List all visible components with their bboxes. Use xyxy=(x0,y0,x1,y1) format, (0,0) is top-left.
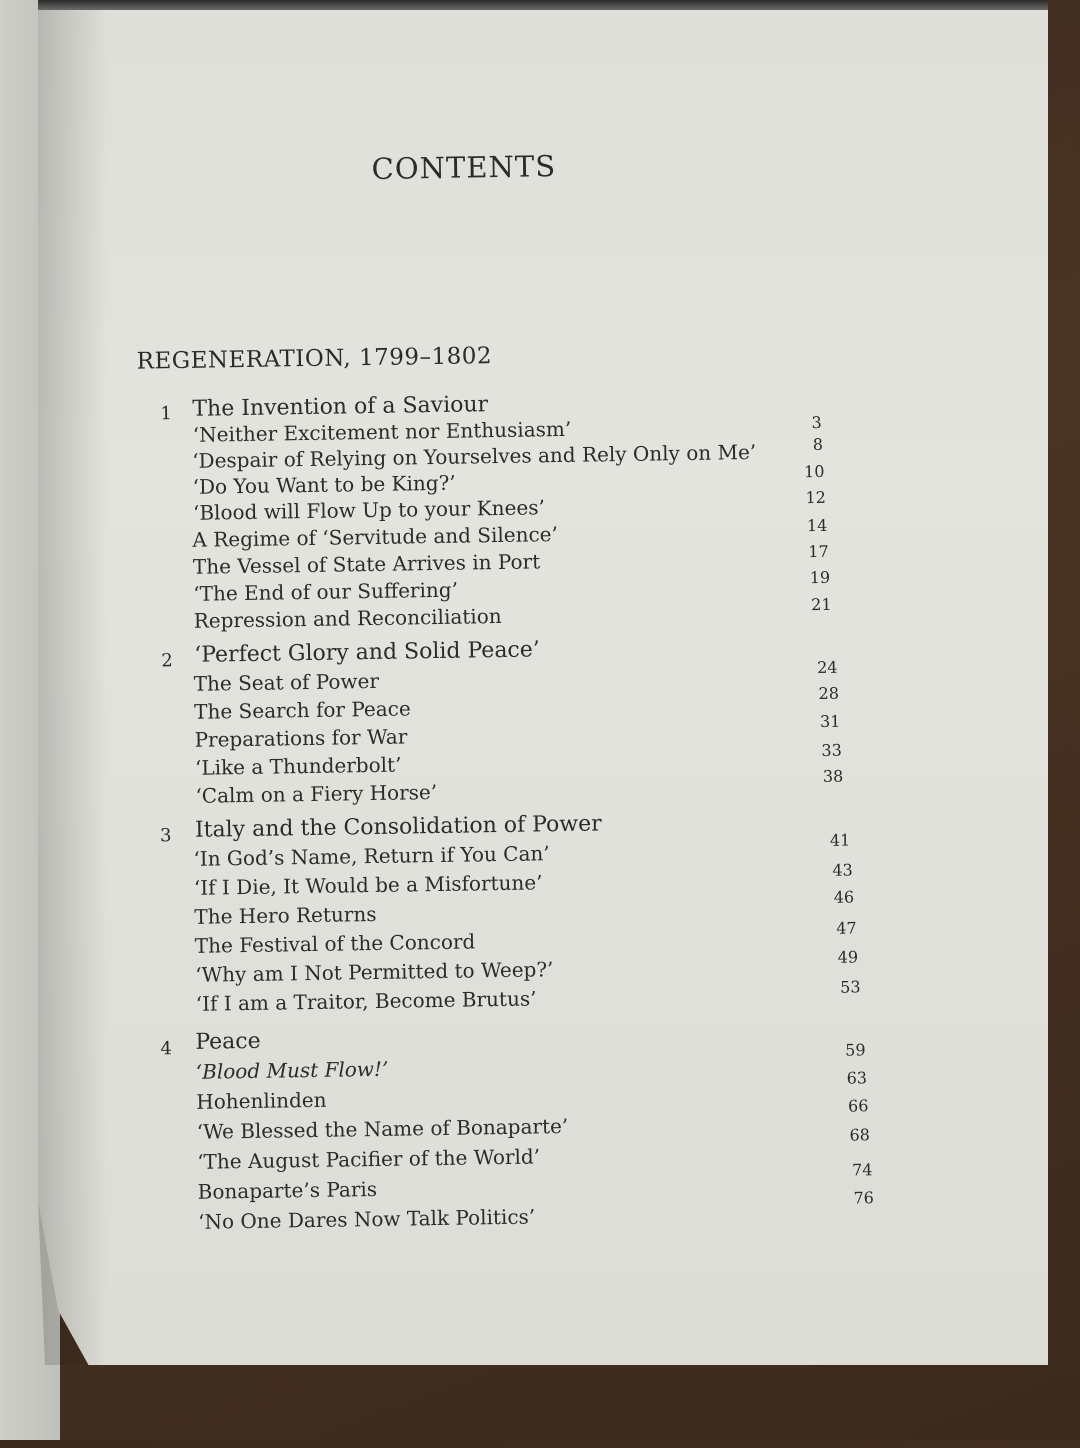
section-title: ‘Why am I Not Permitted to Weep?’ xyxy=(195,957,554,987)
section-title: ‘If I am a Traitor, Become Brutus’ xyxy=(195,986,537,1016)
section-title: ‘Calm on a Fiery Horse’ xyxy=(195,780,438,808)
section-title: ‘Blood Must Flow!’ xyxy=(195,1056,389,1084)
section-title: ‘Despair of Relying on Yourselves and Rely Only on Me’ xyxy=(192,439,757,473)
page-number: 28 xyxy=(818,683,840,703)
page-number: 53 xyxy=(840,977,861,997)
page-number: 43 xyxy=(832,860,853,880)
page-number: 59 xyxy=(845,1040,866,1060)
part-heading: REGENERATION, 1799–1802 xyxy=(136,343,493,375)
page-number: 3 xyxy=(811,412,822,433)
page-number: 41 xyxy=(829,830,851,850)
section-title: ‘The End of our Suffering’ xyxy=(193,577,459,606)
section-title: ‘No One Dares Now Talk Politics’ xyxy=(197,1204,536,1234)
section-title: ‘Do You Want to be King?’ xyxy=(192,470,456,499)
section-title: ‘In God’s Name, Return if You Can’ xyxy=(193,841,550,871)
section-title: ‘The August Pacifier of the World’ xyxy=(197,1144,541,1174)
page-number: 47 xyxy=(836,918,857,938)
section-title: Repression and Reconciliation xyxy=(193,603,502,633)
page-title: CONTENTS xyxy=(371,149,557,186)
page-number: 38 xyxy=(822,766,844,786)
section-title: A Regime of ‘Servitude and Silence’ xyxy=(192,522,559,552)
section-title: Hohenlinden xyxy=(196,1087,327,1114)
page-number: 33 xyxy=(821,740,842,760)
section-title: The Search for Peace xyxy=(193,696,411,724)
chapter-title: Italy and the Consolidation of Power xyxy=(194,811,602,843)
page-number: 76 xyxy=(853,1188,875,1208)
section-title: Bonaparte’s Paris xyxy=(197,1176,378,1204)
section-title: The Festival of the Concord xyxy=(194,929,476,958)
page-number: 24 xyxy=(817,657,838,678)
chapter-title: The Invention of a Saviour xyxy=(192,392,489,422)
page-number: 21 xyxy=(811,594,832,615)
chapter-number: 2 xyxy=(161,650,173,672)
page-number: 46 xyxy=(833,887,855,907)
page-number: 68 xyxy=(849,1125,871,1145)
page-number: 31 xyxy=(819,711,841,731)
section-title: The Hero Returns xyxy=(194,901,377,929)
page-number: 12 xyxy=(805,487,827,508)
page-number: 8 xyxy=(812,434,824,455)
section-title: The Seat of Power xyxy=(193,668,380,696)
page-number: 19 xyxy=(809,567,831,588)
section-title: ‘Like a Thunderbolt’ xyxy=(194,752,402,780)
page-number: 14 xyxy=(806,515,828,536)
chapter-number: 3 xyxy=(159,825,172,847)
page-number: 49 xyxy=(837,947,859,967)
chapter-title: Peace xyxy=(195,1028,261,1055)
page-number: 74 xyxy=(851,1160,873,1180)
chapter-number: 1 xyxy=(160,403,173,425)
section-title: ‘If I Die, It Would be a Misfortune’ xyxy=(193,870,543,900)
section-title: The Vessel of State Arrives in Port xyxy=(192,549,541,579)
page-number: 17 xyxy=(808,541,829,562)
page-number: 66 xyxy=(847,1096,869,1116)
section-title: ‘We Blessed the Name of Bonaparte’ xyxy=(196,1113,569,1144)
page-number: 10 xyxy=(803,461,825,482)
page-number: 63 xyxy=(846,1068,868,1088)
section-title: Preparations for War xyxy=(194,724,408,752)
section-title: ‘Neither Excitement nor Enthusiasm’ xyxy=(192,416,572,447)
chapter-number: 4 xyxy=(160,1038,173,1060)
section-title: ‘Blood will Flow Up to your Knees’ xyxy=(192,495,546,525)
chapter-title: ‘Perfect Glory and Solid Peace’ xyxy=(194,637,540,668)
